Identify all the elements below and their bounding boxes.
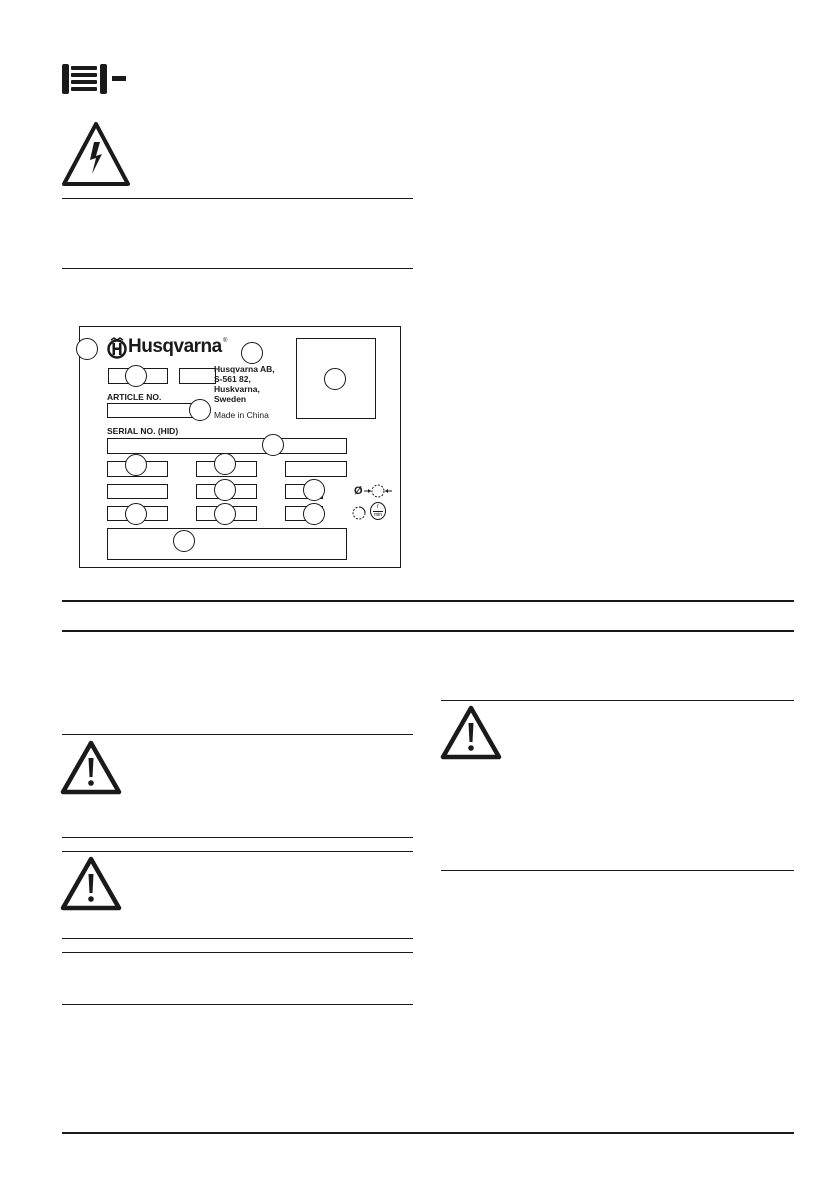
brand-name: Husqvarna [128,336,222,357]
section-rule [441,700,794,701]
husqvarna-crown-logo [107,337,127,359]
rpm-unit-badge [370,502,386,520]
made-in-label: Made in China [214,410,269,420]
diameter-symbol: Ø [354,485,363,497]
section-rule [62,198,413,199]
section-rule [62,837,413,838]
field-box [179,368,216,384]
field-box [107,528,347,560]
registered-mark: ® [223,338,228,344]
rating-plate [79,326,401,568]
section-rule [62,630,794,632]
callout-12 [214,503,236,525]
section-rule [62,268,413,269]
callout-14 [173,530,195,552]
warning-triangle-icon [440,705,502,761]
callout-9 [214,479,236,501]
field-box [107,484,168,499]
footer-rule [62,1132,794,1134]
callout-13 [303,503,325,525]
manufacturer-address: Husqvarna AB, S-561 82, Huskvarna, Sweden [214,364,275,404]
warning-triangle-icon [60,856,122,912]
field-box [285,461,347,477]
article-label: ARTICLE NO. [107,392,162,402]
rpm-unit-top: r [377,504,379,510]
serial-label: SERIAL NO. (HID) [107,426,179,436]
serial-field [107,438,347,454]
section-rule [62,952,413,953]
callout-4 [324,368,346,390]
warning-triangle-icon [60,740,122,796]
callout-5 [189,399,211,421]
callout-6 [262,434,284,456]
diameter-blade-icon [363,480,393,502]
section-rule [62,734,413,735]
rpm-unit-bottom: min [373,512,383,518]
callout-3 [125,365,147,387]
callout-8 [214,453,236,475]
section-rule [62,600,794,602]
section-rule [62,938,413,939]
section-rule [441,870,794,871]
callout-1 [76,338,98,360]
callout-11 [125,503,147,525]
manual-book-icon [60,62,132,96]
callout-10 [303,479,325,501]
rotation-speed-icon [350,503,368,523]
callout-2 [241,342,263,364]
section-rule [62,851,413,852]
callout-7 [125,454,147,476]
section-rule [62,1004,413,1005]
electric-hazard-icon [60,120,132,188]
